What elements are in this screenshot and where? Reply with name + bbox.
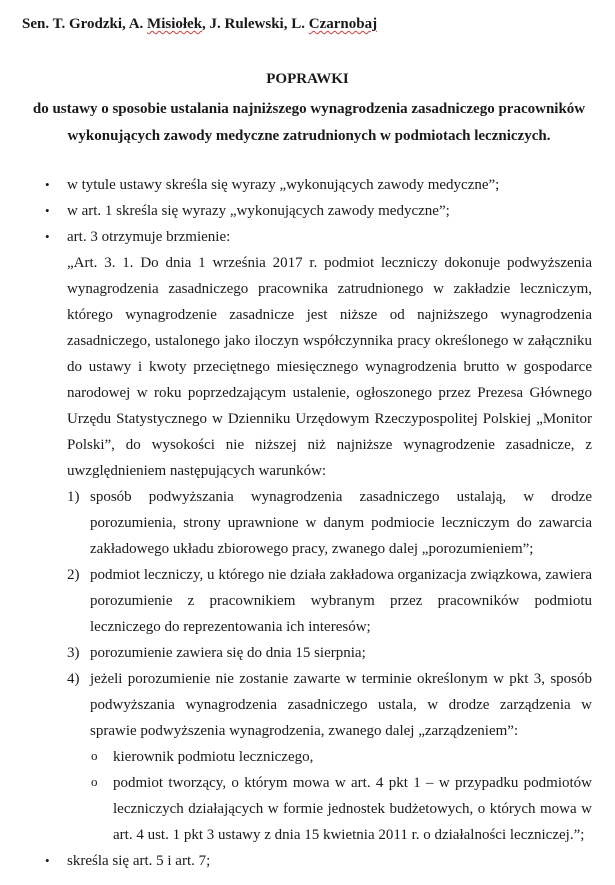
hollow-bullet-icon: o — [91, 774, 98, 789]
authors-prefix: Sen. T. Grodzki, A. — [22, 16, 148, 32]
author-misiolek: Misiołek — [147, 16, 203, 32]
numbered-point — [0, 666, 615, 744]
amendment-item — [0, 198, 615, 224]
bullet-icon: • — [45, 853, 50, 868]
point-number: 4) — [67, 671, 80, 687]
hollow-bullet-icon: o — [91, 748, 98, 763]
amendment-text: w tytule ustawy skreśla się wyrazy „wykonujących zawody medyczne”; — [67, 177, 500, 193]
point-text: porozumienie zawiera się do dnia 15 sierpnia; — [90, 645, 366, 661]
sub-point-text: podmiot tworzący, o którym mowa w art. 4 pkt 1 – w przypadku podmiotów leczniczych działających w formie jednostek budżetowych, o których mowa w art. 4 ust. 1 pkt 3 ustawy z dnia 15 kwietnia 2011 r. o działalności leczniczej.”; — [113, 775, 592, 843]
point-text: jeżeli porozumienie nie zostanie zawarte w terminie określonym w pkt 3, sposób podwyższania wynagrodzenia zasadniczego ustala, w drodze zarządzenia w sprawie podwyższenia wynagrodzenia, zwanego dalej „zarządzeniem”: — [90, 671, 592, 739]
point-text: podmiot leczniczy, u którego nie działa zakładowa organizacja związkowa, zawiera porozumienie z pracownikiem wybranym przez pracowników podmiotu leczniczego do reprezentowania ich interesów; — [90, 567, 592, 635]
numbered-point — [0, 484, 615, 562]
amendment-item — [0, 224, 615, 250]
amendment-text: skreśla się art. 5 i art. 7; — [67, 853, 211, 869]
bullet-icon: • — [45, 177, 50, 192]
numbered-point — [0, 562, 615, 640]
amendments-list — [0, 172, 615, 874]
amendment-item — [0, 848, 615, 874]
author-czarnobaj: Czarnobaj — [308, 16, 378, 32]
document-title: POPRAWKI — [266, 71, 349, 87]
authors-middle: , J. Rulewski, L. — [202, 16, 309, 32]
sub-point — [0, 770, 615, 848]
point-text: sposób podwyższania wynagrodzenia zasadniczego ustalają, w drodze porozumienia, strony uprawnione w danym podmiocie leczniczym do zawarcia zakładowego układu zbiorowego pracy, zwanego dalej „porozumieniem”; — [90, 489, 592, 557]
point-number: 1) — [67, 489, 80, 505]
amendment-item — [0, 172, 615, 198]
numbered-point — [0, 640, 615, 666]
point-number: 2) — [67, 567, 80, 583]
bullet-icon: • — [45, 203, 50, 218]
sub-point — [0, 744, 615, 770]
art3-intro-paragraph: „Art. 3. 1. Do dnia 1 września 2017 r. podmiot leczniczy dokonuje podwyższenia wynagrodzenia zasadniczego pracownika zatrudnionego w zakładzie leczniczym, którego wynagrodzenie zasadnicze jest niższe od najniższego wynagrodzenia zasadniczego, ustalonego jako iloczyn współczynnika pracy określonego w załączniku do ustawy i kwoty przeciętnego miesięcznego wynagrodzenia brutto w gospodarce narodowej w roku poprzedzającym ustalenie, ogłoszonego przez Prezesa Głównego Urzędu Statystycznego w Dzienniku Urzędowym Rzeczypospolitej Polskiej „Monitor Polski”, do wysokości nie niższej niż najniższe wynagrodzenie zasadnicze, z uwzględnieniem następujących warunków: — [67, 255, 592, 479]
sub-point-text: kierownik podmiotu leczniczego, — [113, 749, 314, 765]
point-number: 3) — [67, 645, 80, 661]
document-subtitle: do ustawy o sposobie ustalania najniższego wynagrodzenia zasadniczego pracowników wykonujących zawody medyczne zatrudnionych w podmiotach leczniczych. — [32, 101, 586, 144]
amendment-text: art. 3 otrzymuje brzmienie: — [67, 229, 231, 245]
authors-line — [22, 16, 377, 33]
amendment-text: w art. 1 skreśla się wyrazy „wykonujących zawody medyczne”; — [67, 203, 450, 219]
bullet-icon: • — [45, 229, 50, 244]
